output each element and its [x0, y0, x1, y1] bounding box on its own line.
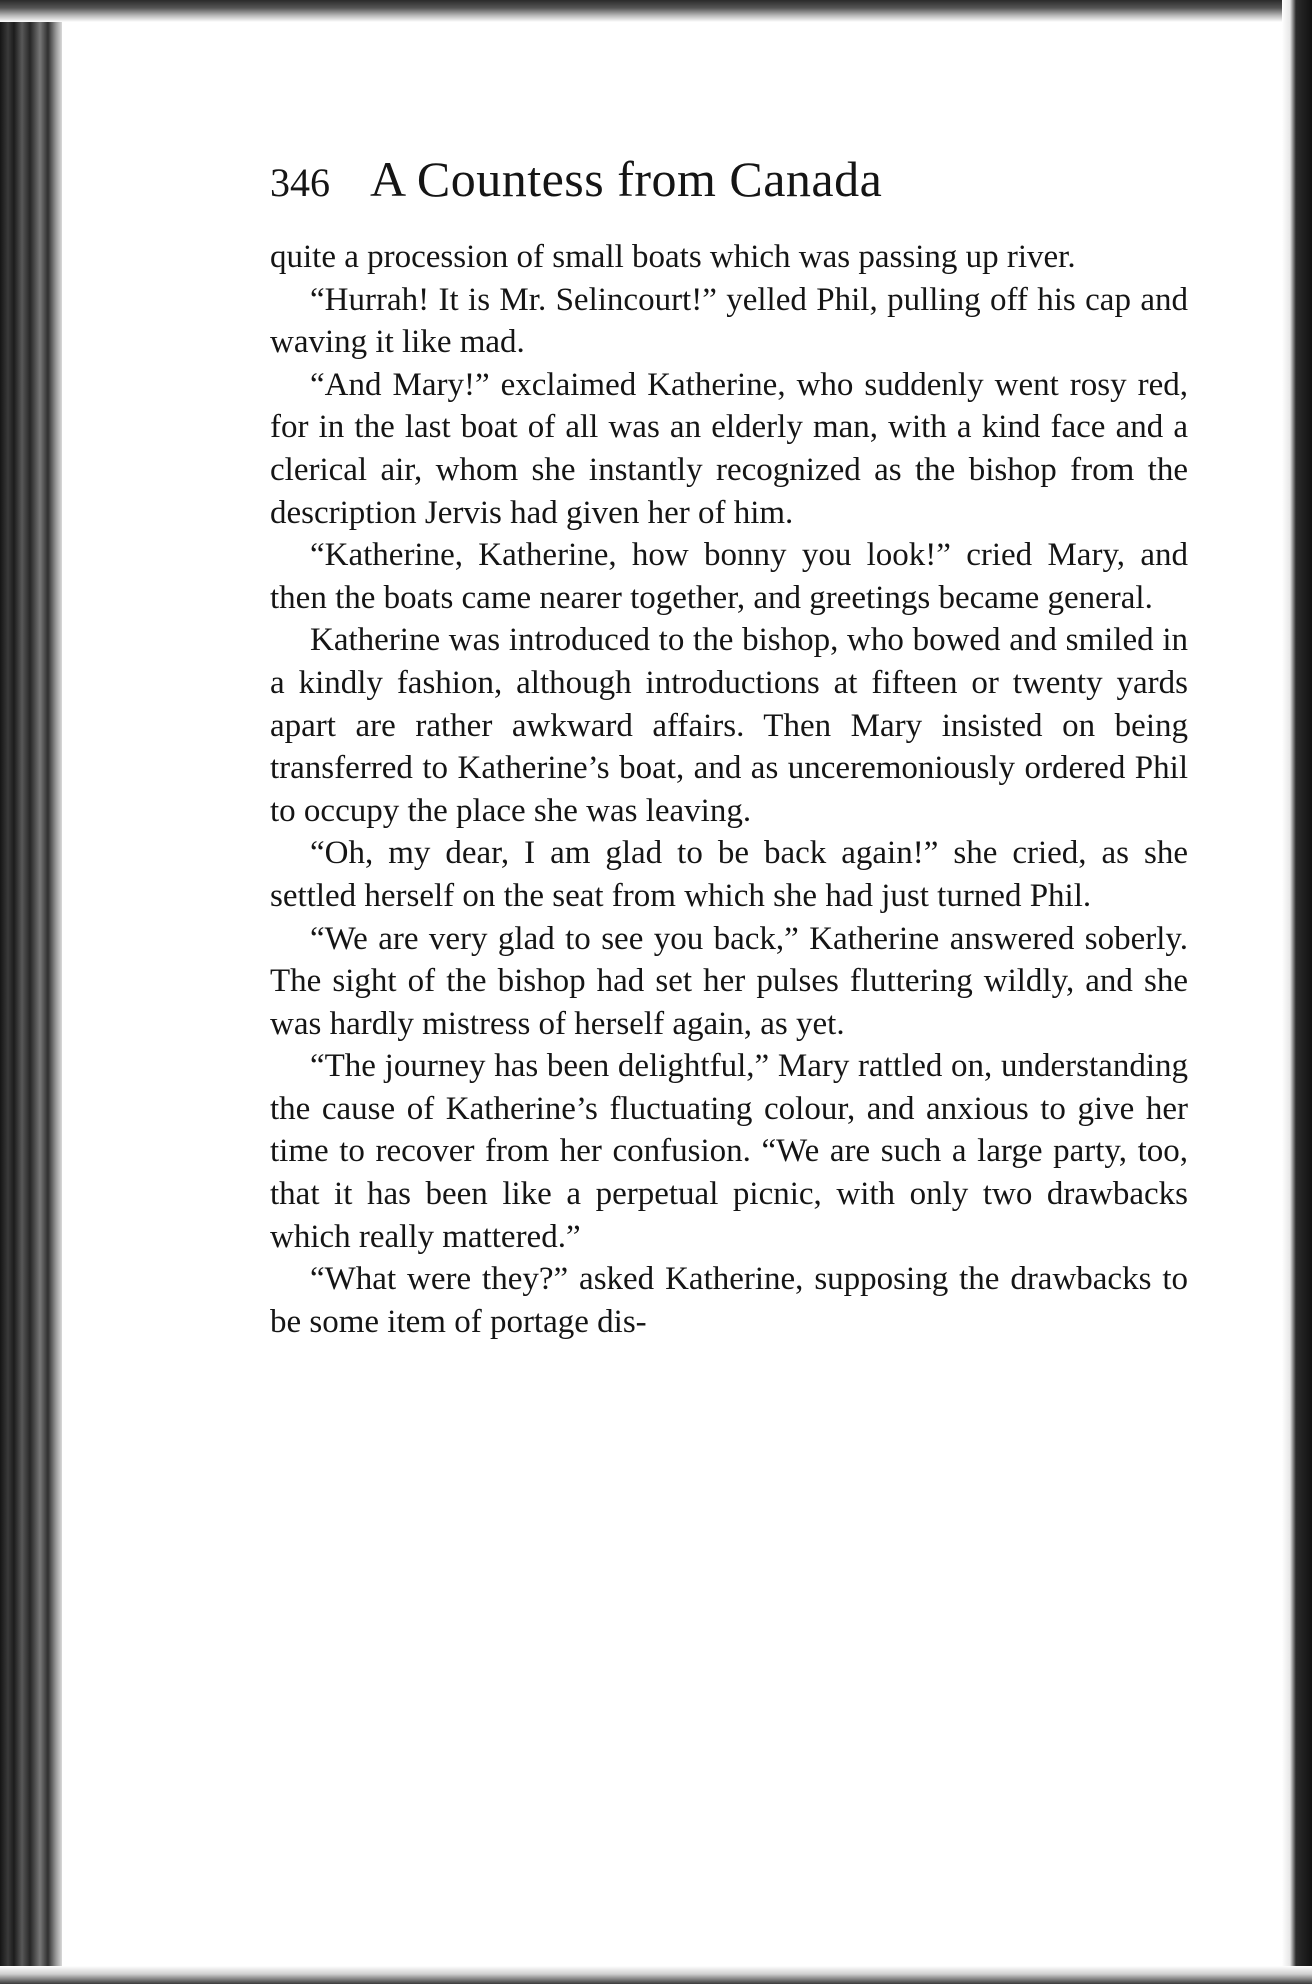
- paragraph-9: “What were they?” asked Katherine, supposing the drawbacks to be some item of portage dis-: [270, 1261, 1188, 1340]
- paragraph-7: “We are very glad to see you back,” Katherine answered soberly. The sight of the bishop had set her pulses fluttering wildly, and she was hardly mistress of herself again, as yet.: [270, 920, 1188, 1042]
- paragraph-6: “Oh, my dear, I am glad to be back again!” she cried, as she settled herself on the seat from which she had just turned Phil.: [270, 835, 1188, 914]
- book-bottom-edge: [0, 1966, 1312, 1984]
- book-top-edge: [0, 0, 1312, 22]
- body-text: [270, 236, 1188, 1343]
- page-content: [270, 150, 1188, 1343]
- paragraph-3: “And Mary!” exclaimed Katherine, who suddenly went rosy red, for in the last boat of all was an elderly man, with a kind face and a clerical air, whom she instantly recognized as the bishop from the description Jervis had given her of him.: [270, 366, 1188, 531]
- paragraph-2: “Hurrah! It is Mr. Selincourt!” yelled Phil, pulling off his cap and waving it like mad.: [270, 281, 1188, 361]
- paragraph-4: “Katherine, Katherine, how bonny you look!” cried Mary, and then the boats came nearer together, and greetings became general.: [270, 537, 1188, 616]
- running-title: A Countess from Canada: [370, 151, 883, 207]
- page-number: 346: [270, 160, 330, 205]
- paragraph-8: “The journey has been delightful,” Mary rattled on, understanding the cause of Katherine’s fluctuating colour, and anxious to give her time to recover from her confusion. “We are such a large party, too, that it has been like a perpetual picnic, with only two drawbacks which really mattered.”: [270, 1048, 1188, 1255]
- paragraph-5: Katherine was introduced to the bishop, who bowed and smiled in a kindly fashion, although introductions at fifteen or twenty yards apart are rather awkward affairs. Then Mary insisted on being transferred to Katherine’s boat, and as unceremoniously ordered Phil to occupy the place she was leaving.: [270, 622, 1188, 829]
- paragraph-1: quite a procession of small boats which was passing up river.: [270, 239, 1076, 275]
- book-right-edge: [1282, 0, 1312, 1984]
- page-header: [270, 150, 1188, 236]
- book-spine-edge: [0, 0, 62, 1984]
